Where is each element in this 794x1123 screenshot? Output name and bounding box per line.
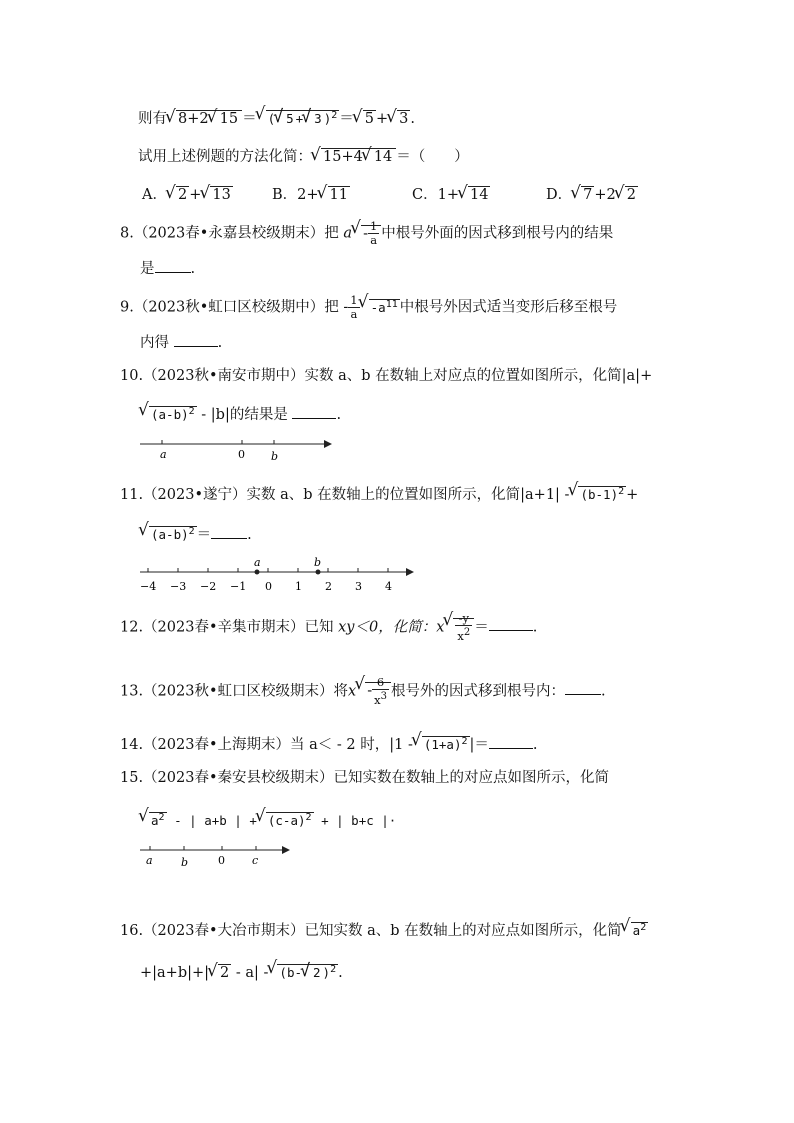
question-9-line2: 内得 . [140,332,222,353]
svg-text:3: 3 [355,580,362,593]
sqrt-expression: √ 8+2√ 15 [167,109,242,129]
sqrt-expression: √ (√ 5 +√ 3 )$^2$ [257,106,340,129]
question-14: 14.（2023春•上海期末）当 a＜ - 2 时，|1 -√ $(1+a)^2$ |＝ . [120,732,538,755]
svg-text:−3: −3 [170,580,187,593]
question-11: 11.（2023•遂宁）实数 a、b 在数轴上的位置如图所示，化简|a+1| -√ $(b-1)^2$ + [120,482,638,505]
answer-blank [155,258,191,273]
question-15-line2: √ $a^2$ - | a+b | +√ $(c-a)^2$ + | b+c |· [140,808,396,831]
question-13: 13.（2023秋•虹口区校级期末）将x√ - $\frac{6}{x^3}$ 根号外的因式移到根号内： . [120,676,606,707]
axis-label: 0 [238,448,245,461]
axis-label: b [271,450,279,463]
option-d: D．√ 7 +2√ 2 [546,185,638,205]
question-16-line2: +|a+b|+|√ 2 - a| -√ (b-√ 2 )$^2$ . [140,960,343,983]
svg-text:a: a [146,854,153,867]
sqrt-expression: √ 15+4√ 14 [312,147,396,167]
point-a [255,570,260,575]
question-10: 10.（2023秋•南安市期中）实数 a、b 在数轴上对应点的位置如图所示，化简|a|+ [120,368,653,384]
svg-text:2: 2 [325,580,332,593]
option-a: A．√ 2 +√ 13 [142,185,233,205]
svg-text:a: a [254,556,261,569]
question-10-line2: √ $(a-b)^2 - |b|$的结果是 . [140,402,341,425]
answer-blank [489,734,533,749]
option-b: B．2+√ 11 [272,185,350,205]
question-15: 15.（2023春•秦安县校级期末）已知实数在数轴上的对应点如图所示，化简 [120,770,610,786]
svg-text:c: c [252,854,259,867]
question-8-line2: 是 . [140,258,195,279]
number-line-q11 [136,556,418,596]
axis-label: a [160,448,167,461]
answer-blank [292,404,336,419]
question-12: 12.（2023春•辛集市期末）已知 xy＜0，化简：x √ $\frac{-y}{x^2}$ ＝ . [120,612,537,643]
answer-blank [565,680,601,695]
svg-text:4: 4 [385,580,392,593]
svg-text:b: b [314,556,322,569]
number-line-q10 [138,436,334,464]
svg-text:0: 0 [265,580,272,593]
svg-text:1: 1 [295,580,302,593]
option-c: C．1+√ 14 [412,185,490,205]
example-line: 则有√ 8+2√ 15 ＝√ (√ 5 +√ 3 )$^2$ ＝√ 5 +√ 3 . [138,106,415,129]
question-16: 16.（2023春•大冶市期末）已知实数 a、b 在数轴上的对应点如图所示，化简√ $a^2$ [120,918,648,941]
question-9: 9.（2023秋•虹口区校级期中）把 - $\frac{1}{a}$ √ $-a^{11}$ 中根号外因式适当变形后移至根号 [120,294,617,321]
number-line-q15 [138,842,292,870]
try-line: 试用上述例题的方法化简：√ 15+4√ 14 ＝（ ） [138,147,469,167]
question-8: 8.（2023春•永嘉县校级期末）把 a√ - $\frac{1}{a}$ 中根号外面的因式移到根号内的结果 [120,220,613,247]
point-b [316,570,321,575]
svg-text:−2: −2 [200,580,217,593]
answer-blank [174,332,218,347]
answer-blank [211,524,247,539]
svg-text:−4: −4 [140,580,157,593]
svg-text:0: 0 [218,854,225,867]
svg-text:−1: −1 [230,580,247,593]
svg-text:b: b [181,856,189,869]
answer-blank [489,616,533,631]
question-11-line2: √ $(a-b)^2$ ＝ . [140,522,252,545]
